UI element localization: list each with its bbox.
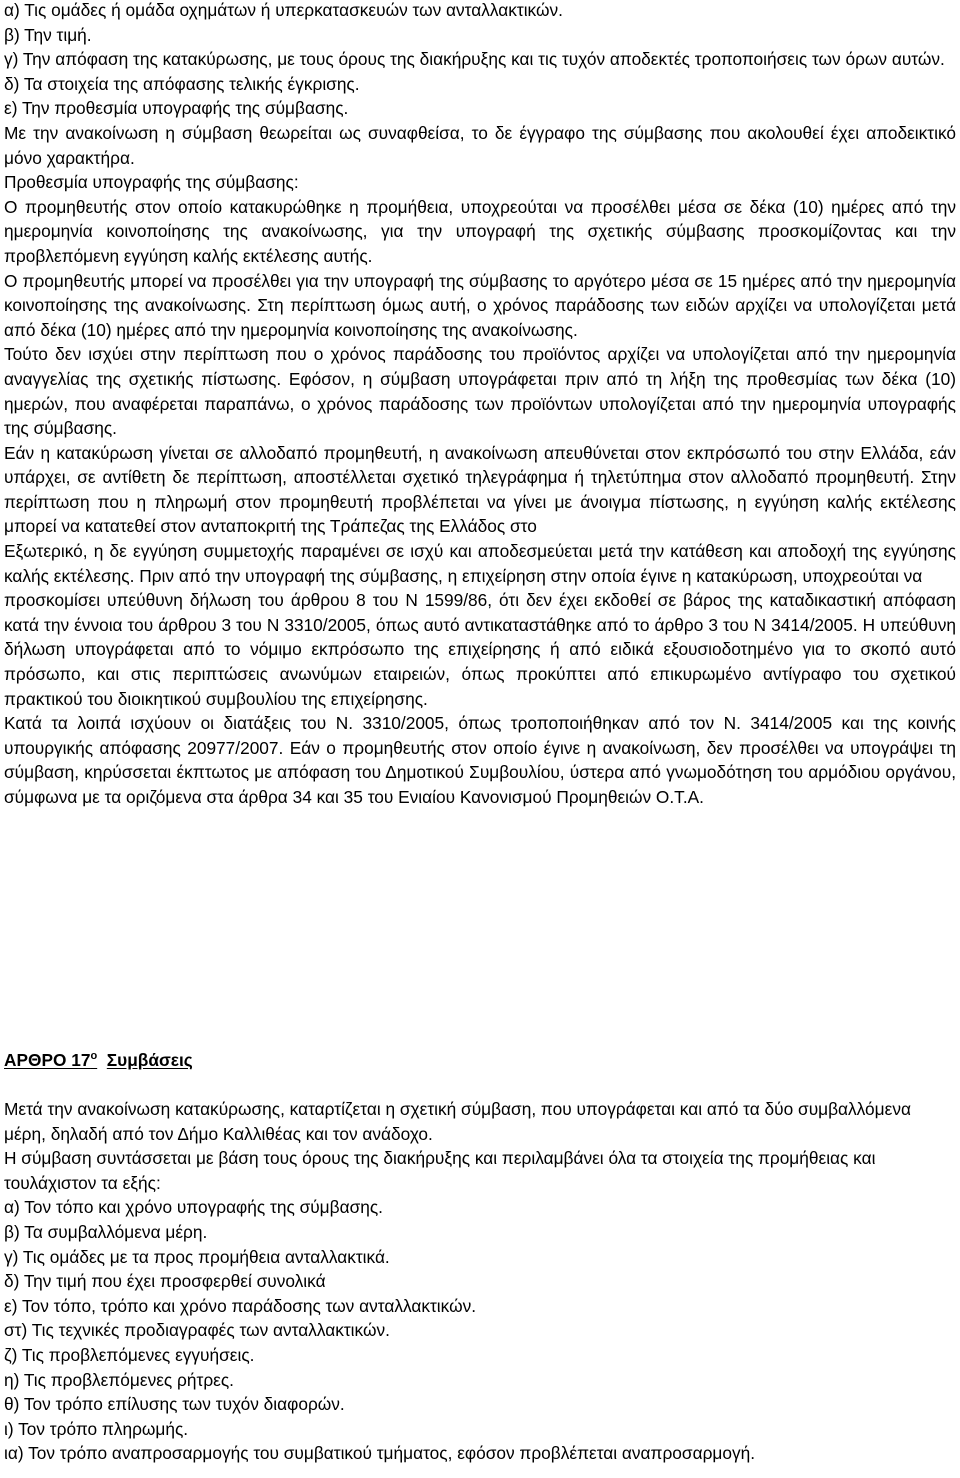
article-title: Συμβάσεις — [106, 1050, 193, 1070]
section1-paragraph: γ) Την απόφαση της κατακύρωσης, με τους όρους της διακήρυξης και τις τυχόν αποδεκτές τροποποιήσεις των όρων αυτών. — [4, 49, 945, 70]
section1-paragraph: α) Τις ομάδες ή ομάδα οχημάτων ή υπερκατασκευών των ανταλλακτικών. — [4, 0, 563, 20]
section1-paragraph: ε) Την προθεσμία υπογραφής της σύμβασης. — [4, 98, 349, 119]
section1-paragraph: Ο προμηθευτής μπορεί να προσέλθει για την υπογραφή της σύμβασης το αργότερο μέσα σε 15 ημέρες από την ημερομηνία κοινοποίησης της ανακοίνωσης. Στη περίπτωση όμως αυτή, ο χρόνος παράδοσης των ειδών αρχίζει να υπολογίζεται μετά από δέκα (10) ημέρες από την ημερομηνία κοινοποίησης της ανακοίνωσης. — [4, 270, 956, 340]
section2-paragraph: η) Τις προβλεπόμενες ρήτρες. — [4, 1369, 234, 1390]
section1-paragraph: β) Την τιμή. — [4, 24, 92, 45]
section2-paragraph: ια) Τον τρόπο αναπροσαρμογής του συμβατικού τμήματος, εφόσον προβλέπεται αναπροσαρμογή. — [4, 1443, 756, 1464]
section1-paragraph: Ο προμηθευτής στον οποίο κατακυρώθηκε η προμήθεια, υποχρεούται να προσέλθει μέσα σε δέκα (10) ημέρες από την ημερομηνία κοινοποίησης της ανακοίνωσης, για την υπογραφή της σχετικής σύμβασης προσκομίζοντας και την προβλεπόμενη εγγύηση καλής εκτέλεσης αυτής. — [4, 196, 956, 266]
section2-paragraph: ζ) Τις προβλεπόμενες εγγυήσεις. — [4, 1344, 255, 1365]
section1-paragraph: Με την ανακοίνωση η σύμβαση θεωρείται ως συναφθείσα, το δε έγγραφο της σύμβασης που ακολουθεί έχει αποδεικτικό μόνο χαρακτήρα. — [4, 122, 956, 168]
section1-paragraph: Κατά τα λοιπά ισχύουν οι διατάξεις του Ν. 3310/2005, όπως τροποποιήθηκαν από τον Ν. 3414/2005 και της κοινής υπουργικής απόφασης 20977/2007. Εάν ο προμηθευτής στον οποίο έγινε η ανακοίνωση, δεν προσέλθει να υπογράψει τη σύμβαση, κηρύσσεται έκπτωτος με απόφαση του Δημοτικού Συμβουλίου, ύστερα από γνωμοδότηση του αρμόδιου οργάνου, σύμφωνα με τα οριζόμενα στα άρθρα 34 και 35 του Ενιαίου Κανονισμού Προμηθειών Ο.Τ.Α. — [4, 713, 956, 807]
section1-paragraph: δ) Τα στοιχεία της απόφασης τελικής έγκρισης. — [4, 73, 360, 94]
section2-paragraph: β) Τα συμβαλλόμενα μέρη. — [4, 1221, 208, 1242]
section2-paragraph: στ) Τις τεχνικές προδιαγραφές των ανταλλακτικών. — [4, 1320, 390, 1341]
section2-paragraph: ι) Τον τρόπο πληρωμής. — [4, 1418, 189, 1439]
document-page — [4, 0, 956, 1464]
section-contracts — [4, 1097, 956, 1466]
article-number — [4, 1050, 97, 1070]
section1-paragraph: Εξωτερικό, η δε εγγύηση συμμετοχής παραμένει σε ισχύ και αποδεσμεύεται μετά την κατάθεση και αποδοχή της εγγύησης καλής εκτέλεσης. Πριν από την υπογραφή της σύμβασης, η επιχείρηση στην οποία έγινε η κατακύρωση, υποχρεούται να — [4, 541, 956, 586]
section2-paragraph: Η σύμβαση συντάσσεται με βάση τους όρους της διακήρυξης και περιλαμβάνει όλα τα στοιχεία της προμήθειας και τουλάχιστον τα εξής: — [4, 1148, 876, 1193]
section1-paragraph: προσκομίσει υπεύθυνη δήλωση του άρθρου 8 του Ν 1599/86, ότι δεν έχει εκδοθεί σε βάρος της καταδικαστική απόφαση κατά την έννοια του άρθρου 3 του Ν 3310/2005, όπως αυτό αντικαταστάθηκε από το άρθρο 3 του Ν 3414/2005. Η υπεύθυνη δήλωση υπογράφεται από το νόμιμο εκπρόσωπο της επιχείρησης ή από ειδικά εξουσιοδοτημένο για το σκοπό αυτό πρόσωπο, και στις περιπτώσεις ανωνύμων εταιρειών, όπως προκύπτει από επικυρωμένο αντίγραφο του σχετικού πρακτικού του διοικητικού συμβουλίου της επιχείρησης. — [4, 590, 956, 709]
article-heading — [4, 1048, 193, 1073]
section1-paragraph: Εάν η κατακύρωση γίνεται σε αλλοδαπό προμηθευτή, η ανακοίνωση απευθύνεται στον εκπρόσωπό του στην Ελλάδα, εάν υπάρχει, σε αντίθετη δε περίπτωση, αποστέλλεται σχετικό τηλεγράφημα ή τηλετύπημα στον αλλοδαπό προμηθευτή. Στην περίπτωση που η πληρωμή στον προμηθευτή προβλέπεται να γίνει με άνοιγμα πίστωσης, η εγγύηση καλής εκτέλεσης μπορεί να κατατεθεί στον ανταποκριτή της Τράπεζας της Ελλάδος στο — [4, 442, 956, 537]
section-contract-announcement — [4, 0, 956, 810]
article-superscript: ο — [90, 1050, 98, 1062]
section2-paragraph: γ) Τις ομάδες με τα προς προμήθεια ανταλλακτικά. — [4, 1246, 390, 1267]
article-label: ΑΡΘΡΟ 17 — [4, 1050, 91, 1070]
section1-paragraph: Τούτο δεν ισχύει στην περίπτωση που ο χρόνος παράδοσης του προϊόντος αρχίζει να υπολογίζεται από την ημερομηνία αναγγελίας της σχετικής πίστωσης. Εφόσον, η σύμβαση υπογράφεται πριν από τη λήξη της προθεσμίας των δέκα (10) ημερών, που αναφέρεται παραπάνω, ο χρόνος παράδοσης των προϊόντων υπολογίζεται από την ημερομηνία υπογραφής της σύμβασης. — [4, 344, 956, 439]
section2-paragraph: α) Τον τόπο και χρόνο υπογραφής της σύμβασης. — [4, 1197, 383, 1218]
section2-paragraph: ε) Τον τόπο, τρόπο και χρόνο παράδοσης των ανταλλακτικών. — [4, 1295, 477, 1316]
section2-paragraph: Μετά την ανακοίνωση κατακύρωσης, καταρτίζεται η σχετική σύμβαση, που υπογράφεται και από τα δύο συμβαλλόμενα μέρη, δηλαδή από τον Δήμο Καλλιθέας και τον ανάδοχο. — [4, 1099, 911, 1144]
section1-paragraph: Προθεσμία υπογραφής της σύμβασης: — [4, 172, 299, 193]
section2-paragraph: δ) Την τιμή που έχει προσφερθεί συνολικά — [4, 1271, 326, 1292]
section2-paragraph: θ) Τον τρόπο επίλυσης των τυχόν διαφορών. — [4, 1394, 345, 1415]
